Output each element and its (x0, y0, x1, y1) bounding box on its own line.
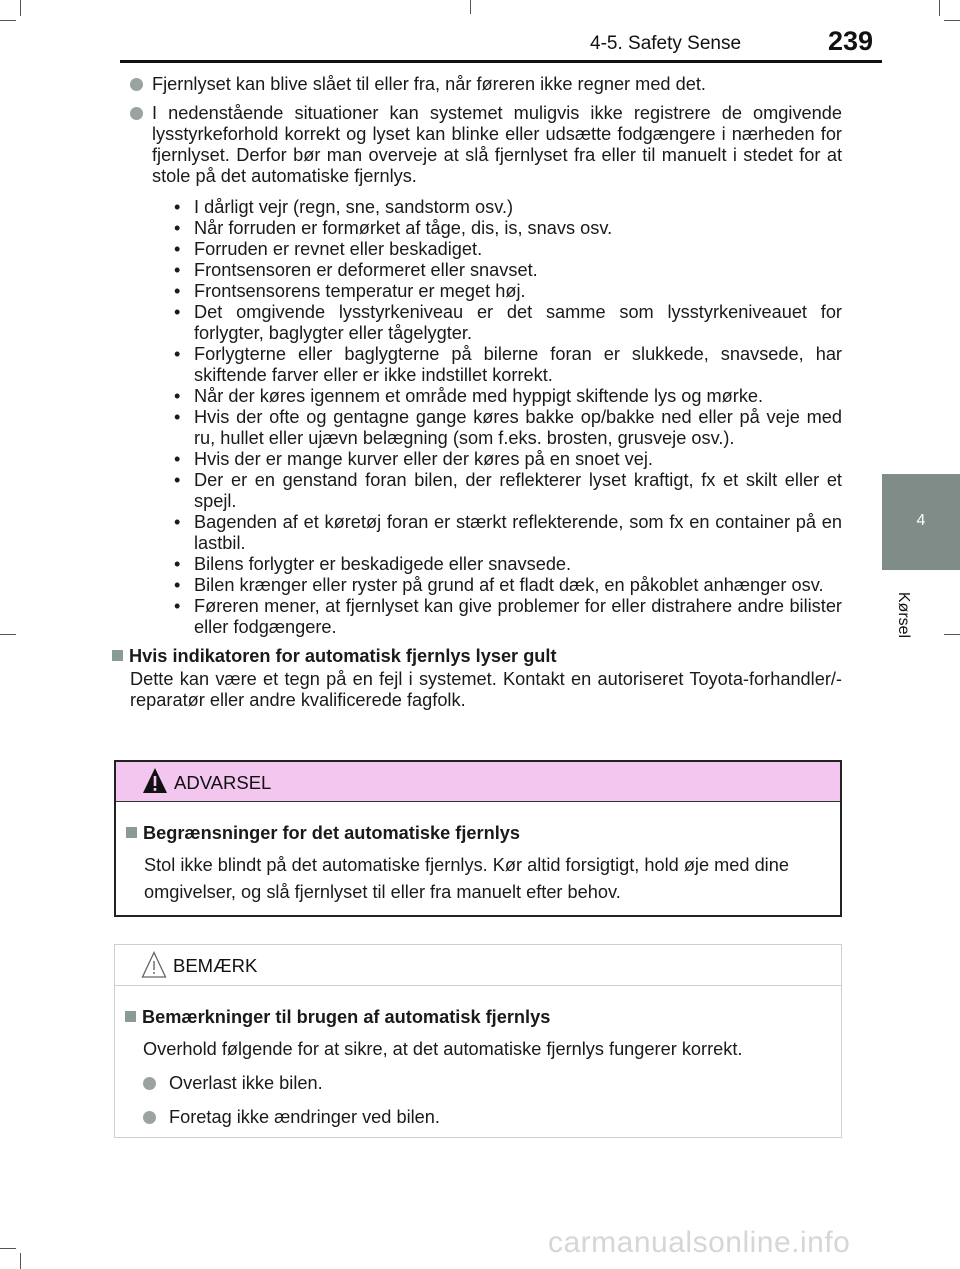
heading-square-icon (126, 827, 137, 838)
crop-mark (0, 1248, 16, 1249)
bullet-icon (143, 1111, 156, 1124)
list-item: • Når der køres igennem et område med hyppigt skiftende lys og mørke. (174, 386, 764, 406)
crop-mark (0, 20, 16, 21)
chapter-tab (882, 474, 960, 570)
list-item: • Bilen krænger eller ryster på grund af et fladt dæk, en påkoblet anhænger osv. (174, 575, 824, 595)
page-number: 239 (828, 26, 874, 56)
list-item: • I dårligt vejr (regn, sne, sandstorm osv.) (174, 197, 514, 217)
list-item: • Det omgivende lysstyrkeniveau er det samme som lysstyrkeniveauet for forlygter, baglygter eller tågelygter. (174, 302, 842, 343)
crop-mark (20, 1253, 21, 1269)
note-header (115, 945, 841, 986)
crop-mark (470, 0, 471, 14)
list-item: • Forlygterne eller baglygterne på bilerne foran er slukkede, snavsede, har skiftende farver eller er ikke indstillet korrekt. (174, 344, 842, 385)
bullet-text: Fjernlyset kan blive slået til eller fra, når føreren ikke regner med det. (152, 74, 706, 94)
main-content (130, 74, 842, 711)
chapter-number: 4 (916, 512, 926, 529)
warning-box (114, 760, 842, 917)
warning-header (116, 762, 840, 802)
header-rule (120, 60, 882, 63)
note-box (114, 944, 842, 1138)
section-heading-text: Hvis indikatoren for automatisk fjernlys lyser gult (129, 646, 557, 666)
list-item: • Når forruden er formørket af tåge, dis, is, snavs osv. (174, 218, 613, 238)
crop-mark (0, 634, 16, 635)
heading-square-icon (125, 1011, 136, 1022)
caution-triangle-icon (141, 951, 167, 979)
note-text: Overhold følgende for at sikre, at det automatiske fjernlys fungerer korrekt. (143, 1039, 743, 1059)
chapter-label: Kørsel (895, 591, 912, 639)
note-list-item: Foretag ikke ændringer ved bilen. (125, 1103, 827, 1131)
warning-heading: Begrænsninger for det automatiske fjernlys (126, 820, 826, 846)
watermark: carmanualsonline.info (548, 1226, 851, 1259)
list-item: • Hvis der er mange kurver eller der køres på en snoet vej. (174, 449, 653, 469)
list-item: • Forruden er revnet eller beskadiget. (174, 239, 483, 259)
list-item: • Hvis der ofte og gentagne gange køres bakke op/bakke ned eller på veje med ru, hullet eller ujævn belægning (som f.eks. brosten, grusveje osv.). (174, 407, 842, 448)
list-item: • Frontsensoren er deformeret eller snavset. (174, 260, 538, 280)
heading-square-icon (112, 650, 123, 661)
section-title: 4-5. Safety Sense (590, 33, 742, 54)
situation-list (152, 197, 842, 638)
warning-triangle-icon (142, 767, 168, 795)
note-list-item: Overlast ikke bilen. (125, 1069, 827, 1097)
list-item: • Bilens forlygter er beskadigede eller snavsede. (174, 554, 572, 574)
bullet-icon (130, 78, 143, 91)
list-item: • Frontsensorens temperatur er meget høj. (174, 281, 526, 301)
list-item: • Der er en genstand foran bilen, der reflekterer lyset kraftigt, fx et skilt eller et spejl. (174, 470, 842, 511)
note-title: BEMÆRK (173, 955, 258, 976)
list-item: • Bagenden af et køretøj foran er stærkt reflekterende, som fx en container på en lastbil. (174, 512, 842, 553)
warning-text: Stol ikke blindt på det automatiske fjernlys. Kør altid forsigtigt, hold øje med dine omgivelser, og slå fjernlyset til eller fra manuelt efter behov. (144, 855, 789, 902)
note-body (115, 986, 841, 1131)
crop-mark (20, 0, 21, 16)
bullet-icon (130, 107, 143, 120)
bullet-text: I nedenstående situationer kan systemet muligvis ikke registrere de omgivende lysstyrkeforhold korrekt og lyset kan blinke eller udsætte fodgængere i nærheden for fjernlyset. Derfor bør man overveje at slå fjernlyset fra eller til manuelt i stedet for at stole på det automatiske fjernlys. (152, 103, 842, 186)
crop-mark (944, 20, 960, 21)
crop-mark (944, 634, 960, 635)
chapter-label-wrap (893, 580, 913, 650)
crop-mark (939, 0, 940, 16)
list-item: • Føreren mener, at fjernlyset kan give problemer for eller distrahere andre bilister eller fodgængere. (174, 596, 842, 637)
bullet-paragraph (130, 74, 842, 95)
section-body: Dette kan være et tegn på en fejl i systemet. Kontakt en autoriseret Toyota-forhandler/-reparatør eller andre kvalificerede fagfolk. (130, 669, 842, 710)
bullet-paragraph (130, 103, 842, 638)
warning-title: ADVARSEL (174, 772, 272, 793)
note-heading: Bemærkninger til brugen af automatisk fjernlys (125, 1004, 827, 1030)
bullet-icon (143, 1077, 156, 1090)
warning-body (116, 802, 840, 906)
section-heading (112, 646, 842, 667)
